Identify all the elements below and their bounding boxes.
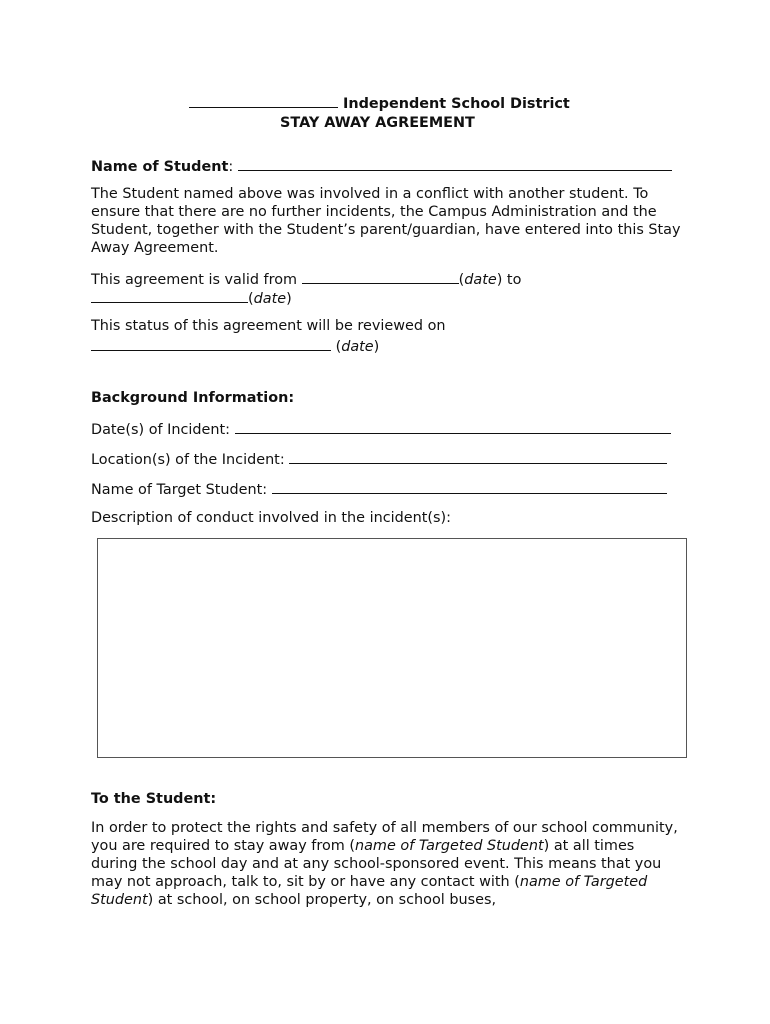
incident-dates-blank[interactable] <box>235 419 671 434</box>
incident-dates-line <box>91 419 671 439</box>
to-student-text-2: ) at all times during the school day and at any school-sponsored event. This means that you may not approach, talk to, sit by or have any contact with ( <box>91 838 662 890</box>
validity-to-word: to <box>506 272 522 288</box>
validity-line-2: (date) <box>91 288 292 308</box>
targeted-student-placeholder-2: name of Targeted Student <box>91 874 648 908</box>
district-name-blank[interactable] <box>189 93 338 108</box>
review-line-2: (date) <box>91 336 379 356</box>
review-line-1: This status of this agreement will be reviewed on <box>91 318 446 334</box>
validity-line-1: This agreement is valid from (date) to <box>91 269 521 289</box>
incident-locations-line <box>91 449 667 469</box>
description-label: Description of conduct involved in the incident(s): <box>91 510 451 526</box>
valid-from-blank[interactable] <box>302 269 459 284</box>
student-name-line <box>91 156 672 176</box>
targeted-student-placeholder-1: name of Targeted Student <box>354 838 544 854</box>
incident-dates-label: Date(s) of Incident: <box>91 422 231 438</box>
target-student-line <box>91 479 667 499</box>
background-heading: Background Information: <box>91 390 295 406</box>
valid-from-date-word: date <box>464 272 497 288</box>
incident-locations-label: Location(s) of the Incident: <box>91 452 285 468</box>
to-student-paragraph <box>91 819 681 909</box>
target-student-blank[interactable] <box>272 479 667 494</box>
target-student-label: Name of Target Student: <box>91 482 268 498</box>
validity-prefix: This agreement is valid from <box>91 272 298 288</box>
district-suffix: Independent School District <box>343 96 570 112</box>
intro-paragraph: The Student named above was involved in a conflict with another student. To ensure that there are no further incidents, the Campus Administration and the Student, together with the Student’s parent/guardian, have entered into this Stay Away Agreement. <box>91 186 681 256</box>
incident-locations-blank[interactable] <box>289 449 667 464</box>
document-title: STAY AWAY AGREEMENT <box>280 115 475 131</box>
valid-to-date-word: date <box>253 291 287 307</box>
review-date-word: date <box>341 339 374 355</box>
student-name-label: Name of Student <box>91 159 229 175</box>
to-student-text-1: In order to protect the rights and safety of all members of our school community, you are required to stay away from ( <box>91 820 678 854</box>
review-date-blank[interactable] <box>91 336 331 351</box>
student-name-blank[interactable] <box>238 156 672 171</box>
student-name-colon: : <box>228 159 234 175</box>
valid-to-blank[interactable] <box>91 288 248 303</box>
description-box[interactable] <box>97 538 687 758</box>
to-student-heading: To the Student: <box>91 791 217 807</box>
to-student-text-3: ) at school, on school property, on school buses, <box>147 892 497 908</box>
district-line <box>189 93 570 113</box>
